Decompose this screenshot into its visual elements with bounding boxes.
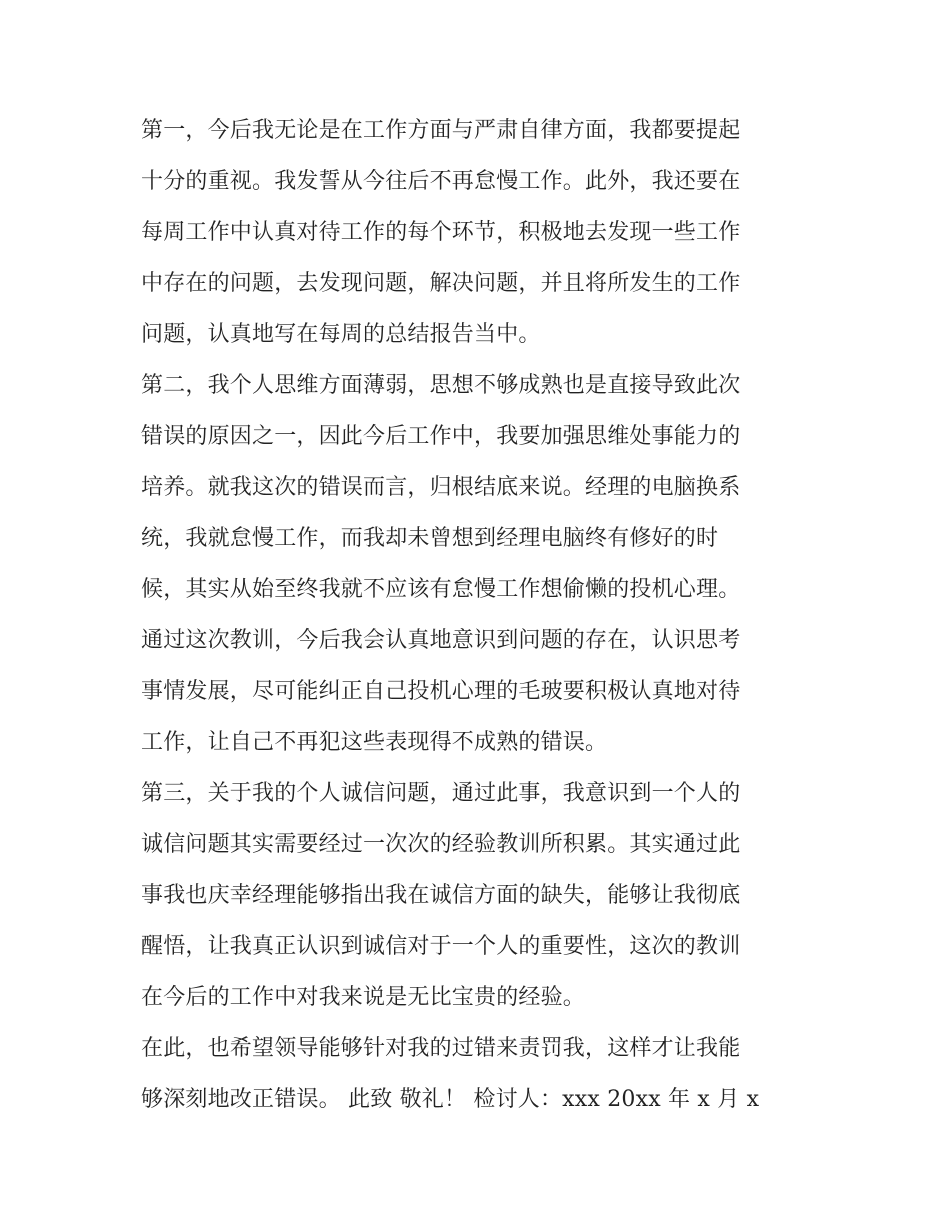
text-line: 在今后的工作中对我来说是无比宝贵的经验。 [141, 985, 586, 1010]
text-line: 第二，我个人思维方面薄弱，思想不够成熟也是直接导致此次 [141, 373, 741, 398]
text-line: 问题，认真地写在每周的总结报告当中。 [141, 322, 541, 347]
text-line: 在此，也希望领导能够针对我的过错来责罚我，这样才让我能 [141, 1036, 741, 1061]
text-line: 诚信问题其实需要经过一次次的经验教训所积累。其实通过此 [141, 832, 741, 857]
text-line: 十分的重视。我发誓从今往后不再怠慢工作。此外，我还要在 [141, 169, 741, 194]
text-line: 错误的原因之一，因此今后工作中，我要加强思维处事能力的 [141, 424, 741, 449]
text-line: 第一，今后我无论是在工作方面与严肃自律方面，我都要提起 [141, 118, 741, 143]
text-line: 第三，关于我的个人诚信问题，通过此事，我意识到一个人的 [141, 781, 741, 806]
document-body [141, 105, 821, 1125]
text-line: 候，其实从始至终我就不应该有怠慢工作想偷懒的投机心理。 [141, 577, 741, 602]
text-line: 通过这次教训，今后我会认真地意识到问题的存在，认识思考 [141, 628, 741, 653]
text-line: 事我也庆幸经理能够指出我在诚信方面的缺失，能够让我彻底 [141, 883, 741, 908]
text-line: 培养。就我这次的错误而言，归根结底来说。经理的电脑换系 [141, 475, 741, 500]
text-line: 每周工作中认真对待工作的每个环节，积极地去发现一些工作 [141, 220, 741, 245]
text-line: 中存在的问题，去发现问题，解决问题，并且将所发生的工作 [141, 271, 741, 296]
text-line: 工作，让自己不再犯这些表现得不成熟的错误。 [141, 730, 608, 755]
text-line: 够深刻地改正错误。 此致 敬礼！ 检讨人：xxx 20xx 年 x 月 x [141, 1087, 760, 1112]
text-line: 统，我就怠慢工作，而我却未曾想到经理电脑终有修好的时 [141, 526, 719, 551]
text-line: 醒悟，让我真正认识到诚信对于一个人的重要性，这次的教训 [141, 934, 741, 959]
text-line: 事情发展，尽可能纠正自己投机心理的毛玻要积极认真地对待 [141, 679, 741, 704]
